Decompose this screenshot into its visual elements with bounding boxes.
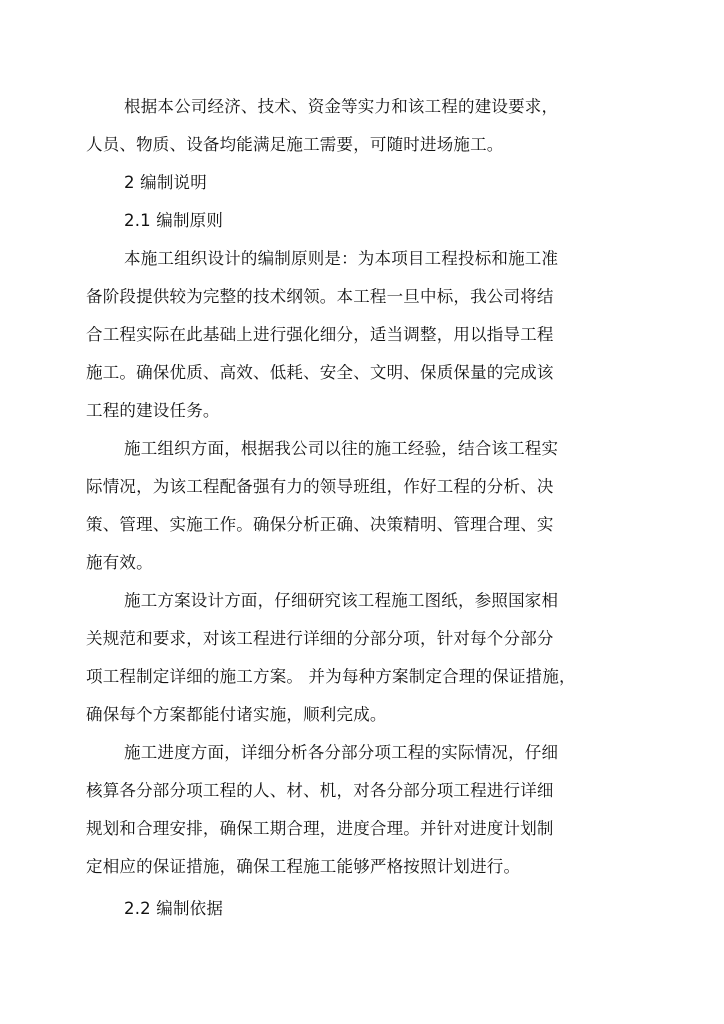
text-line: 备阶段提供较为完整的技术纲领。本工程一旦中标，我公司将结 (86, 287, 554, 306)
text-line: 核算各分部分项工程的人、材、机，对各分部分项工程进行详细 (86, 781, 554, 800)
text-line: 定相应的保证措施，确保工程施工能够严格按照计划进行。 (86, 857, 521, 876)
subsection-heading: 2.2 编制依据 (124, 899, 224, 918)
text-line: 施工组织方面，根据我公司以往的施工经验，结合该工程实 (124, 439, 559, 458)
subsection-heading: 2.1 编制原则 (124, 211, 224, 230)
section-heading: 2 编制说明 (124, 173, 207, 192)
text-line: 施工方案设计方面，仔细研究该工程施工图纸，参照国家相 (124, 591, 559, 610)
text-line: 根据本公司经济、技术、资金等实力和该工程的建设要求， (124, 97, 559, 116)
text-line: 项工程制定详细的施工方案。 并为每种方案制定合理的保证措施， (86, 667, 576, 686)
text-line: 确保每个方案都能付诸实施，顺利完成。 (86, 705, 387, 724)
text-line: 施工进度方面，详细分析各分部分项工程的实际情况，仔细 (124, 743, 559, 762)
text-line: 本施工组织设计的编制原则是：为本项目工程投标和施工准 (124, 249, 559, 268)
text-line: 工程的建设任务。 (86, 401, 220, 420)
text-line: 合工程实际在此基础上进行强化细分，适当调整，用以指导工程 (86, 325, 554, 344)
text-line: 关规范和要求，对该工程进行详细的分部分项，针对每个分部分 (86, 629, 554, 648)
text-line: 规划和合理安排，确保工期合理，进度合理。并针对进度计划制 (86, 819, 554, 838)
text-line: 策、管理、实施工作。确保分析正确、决策精明、管理合理、实 (86, 515, 554, 534)
text-line: 施有效。 (86, 553, 153, 572)
text-line: 人员、物质、设备均能满足施工需要，可随时进场施工。 (86, 135, 504, 154)
text-line: 施工。确保优质、高效、低耗、安全、文明、保质保量的完成该 (86, 363, 554, 382)
text-line: 际情况，为该工程配备强有力的领导班组，作好工程的分析、决 (86, 477, 554, 496)
